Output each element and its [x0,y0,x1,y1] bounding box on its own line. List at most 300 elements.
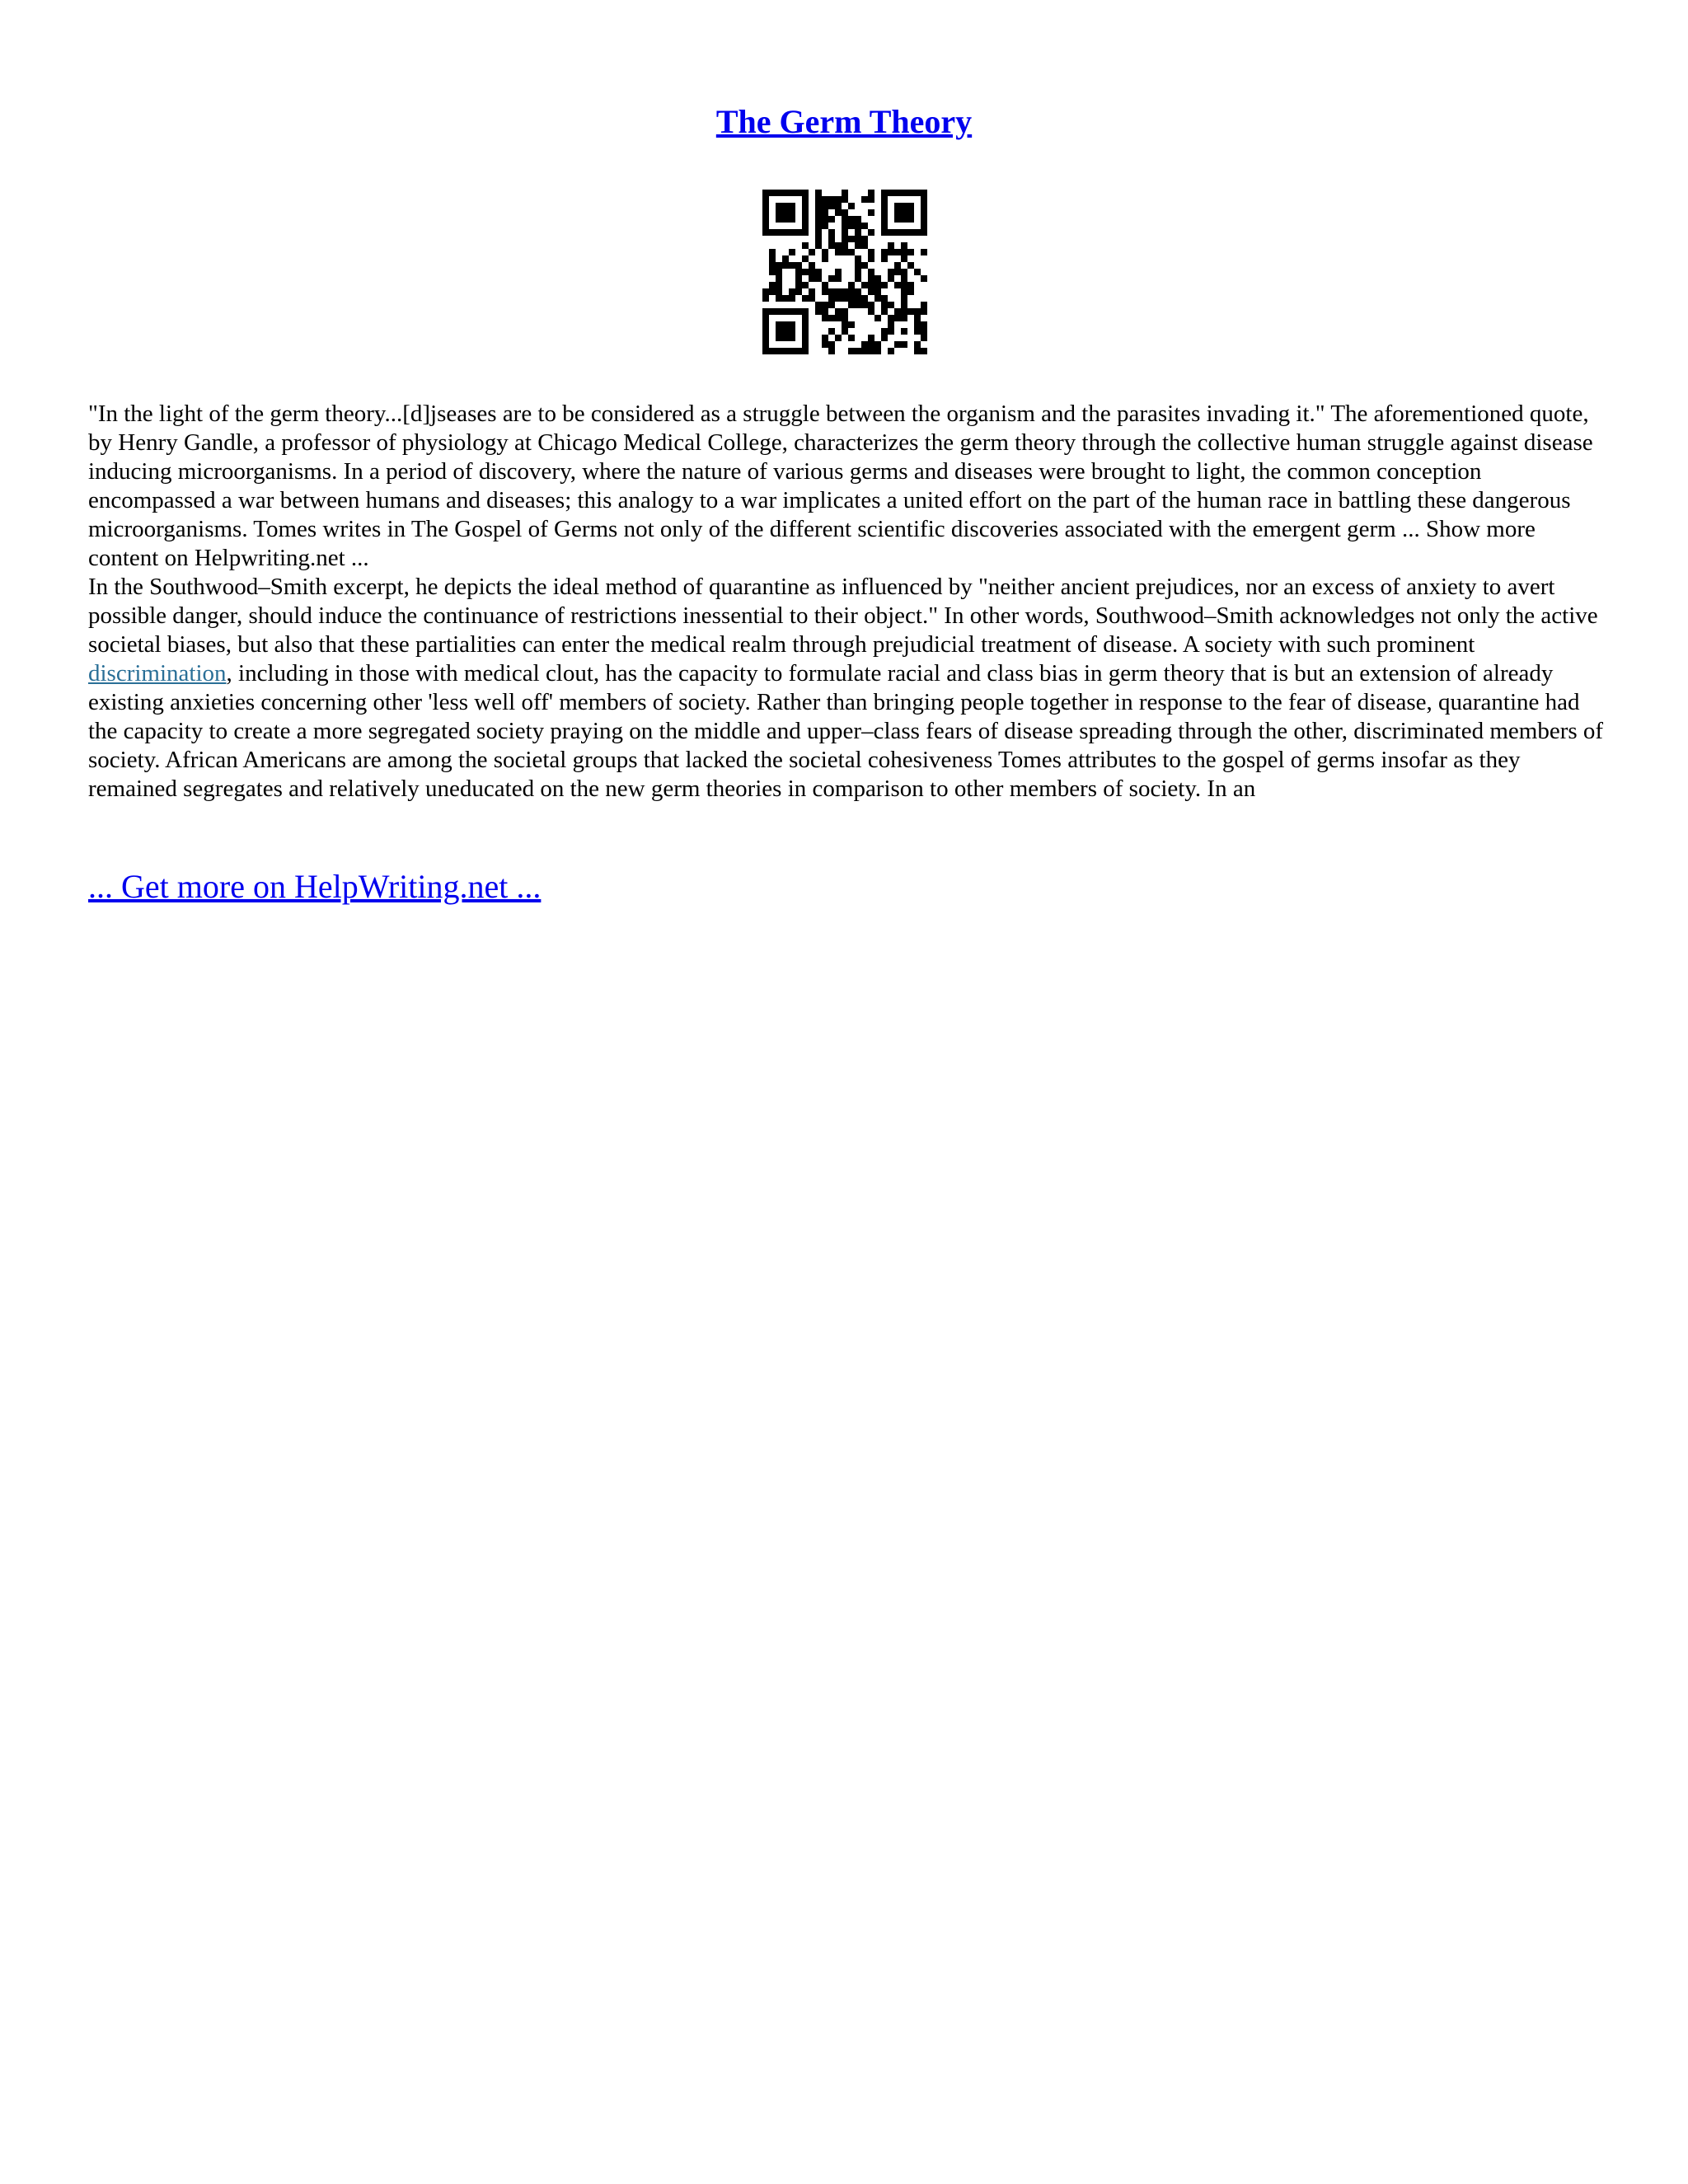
qr-module [861,282,868,288]
qr-module [815,190,822,196]
qr-module [848,348,855,354]
qr-module [901,190,907,196]
qr-module [842,288,848,295]
paragraph-2-end: , including in those with medical clout, has the capacity to formulate racial and class bias in germ theory that is but an extension of already existing anxieties concerning other 'less well off' members of society. Rather than bringing people together in response to the fear of disease, quarantine had the capacity to create a more segregated society praying on the middle and upper–class fears of disease spreading through the other, discriminated members of society. African Americans are among the societal groups that lacked the societal cohesiveness Tomes attributes to the gospel of germs insofar as they remained segregates and relatively uneducated on the new germ theories in comparison to other members of society. In an [88,660,1604,802]
qr-module [842,216,848,223]
qr-module [795,348,802,354]
qr-module [789,321,795,328]
qr-module [822,249,828,255]
qr-module [762,190,769,196]
qr-module [907,308,914,315]
qr-module [901,269,907,275]
qr-module [901,282,907,288]
qr-module [848,288,855,295]
qr-module [828,236,835,242]
qr-module [907,209,914,216]
qr-module [868,269,874,275]
qr-module [894,282,901,288]
qr-module [802,190,809,196]
paragraph-2 [88,573,1605,804]
qr-module [822,302,828,308]
qr-module [868,255,874,262]
qr-module [861,348,868,354]
qr-module [828,341,835,348]
qr-module [762,223,769,229]
qr-module [855,242,861,249]
qr-module [921,275,927,282]
qr-module [868,348,874,354]
qr-module [822,223,828,229]
qr-module [802,209,809,216]
qr-module [894,315,901,321]
qr-module [835,295,842,302]
qr-module [822,308,828,315]
qr-module [762,288,769,295]
qr-module [907,282,914,288]
qr-module [802,269,809,275]
qr-module [776,262,782,269]
qr-module [795,282,802,288]
qr-module [901,229,907,236]
qr-module [828,242,835,249]
qr-module [881,209,888,216]
qr-module [802,295,809,302]
qr-module [901,315,907,321]
qr-module [894,308,901,315]
qr-module [901,308,907,315]
qr-code-icon [762,190,927,354]
qr-module [901,242,907,249]
qr-module [795,275,802,282]
qr-module [881,328,888,335]
qr-module [828,216,835,223]
qr-module [835,209,842,216]
qr-module [868,282,874,288]
qr-module [901,216,907,223]
qr-module [769,255,776,262]
qr-module [914,269,921,275]
qr-module [861,262,868,269]
qr-module [921,229,927,236]
qr-module [894,262,901,269]
qr-module [762,209,769,216]
qr-module [874,288,881,295]
qr-module [828,315,835,321]
qr-module [762,341,769,348]
qr-module [907,262,914,269]
qr-module [782,229,789,236]
qr-module [907,216,914,223]
qr-module [848,282,855,288]
qr-module [776,209,782,216]
qr-module [815,269,822,275]
paragraph-1: "In the light of the germ theory...[d]jseases are to be considered as a struggle between the organism and the parasites invading it." The aforementioned quote, by Henry Gandle, a professor of physiology at Chicago Medical College, characterizes the germ theory through the collective human struggle against disease inducing microorganisms. In a period of discovery, where the nature of various germs and diseases were brought to light, the common conception encompassed a war between humans and diseases; this analogy to a war implicates a united effort on the part of the human race in battling these dangerous microorganisms. Tomes writes in The Gospel of Germs not only of the different scientific discoveries associated with the emergent germ ... Show more content on Helpwriting.net ... [88,401,1593,571]
qr-module [888,269,894,275]
qr-module [776,229,782,236]
get-more-link[interactable]: ... Get more on HelpWriting.net ... [88,868,542,905]
qr-module [848,216,855,223]
qr-module [795,308,802,315]
qr-module [762,308,769,315]
qr-module [888,242,894,249]
qr-module [894,229,901,236]
qr-module [881,302,888,308]
qr-module [782,216,789,223]
qr-module [888,229,894,236]
qr-module [815,302,822,308]
qr-module [789,229,795,236]
qr-module [762,328,769,335]
qr-module [776,321,782,328]
qr-module [789,190,795,196]
qr-module [776,282,782,288]
qr-module [769,269,776,275]
qr-module [802,308,809,315]
qr-module [802,321,809,328]
qr-module [822,255,828,262]
qr-module [776,190,782,196]
qr-module [921,348,927,354]
qr-module [855,262,861,269]
qr-module [776,335,782,341]
qr-module [881,229,888,236]
qr-module [874,282,881,288]
qr-module [815,196,822,203]
qr-module [894,341,901,348]
qr-module [822,196,828,203]
qr-module [789,262,795,269]
qr-module [776,348,782,354]
qr-module [914,348,921,354]
qr-module [769,308,776,315]
qr-module [868,335,874,341]
qr-module [855,348,861,354]
qr-module [842,236,848,242]
qr-module [868,209,874,216]
qr-module [881,203,888,209]
qr-module [828,295,835,302]
qr-module [842,229,848,236]
qr-module [921,328,927,335]
qr-module [762,321,769,328]
qr-module [861,223,868,229]
qr-module [776,295,782,302]
qr-module [802,203,809,209]
qr-module [776,275,782,282]
qr-module [901,295,907,302]
qr-module [782,190,789,196]
qr-module [802,242,809,249]
qr-module [868,275,874,282]
qr-module [848,335,855,341]
qr-module [855,216,861,223]
qr-module [809,288,815,295]
qr-module [921,196,927,203]
qr-module [868,190,874,196]
qr-module [855,255,861,262]
qr-module [776,308,782,315]
qr-module [868,196,874,203]
qr-module [901,255,907,262]
qr-module [868,341,874,348]
qr-module [835,335,842,341]
qr-module [802,348,809,354]
qr-module [888,249,894,255]
qr-module [914,341,921,348]
qr-module [848,236,855,242]
qr-module [914,308,921,315]
qr-module [769,190,776,196]
qr-module [881,308,888,315]
qr-module [842,209,848,216]
qr-module [782,262,789,269]
qr-module [848,302,855,308]
qr-module [822,209,828,216]
qr-module [881,190,888,196]
qr-module [842,249,848,255]
qr-module [914,315,921,321]
qr-module [848,223,855,229]
qr-module [921,223,927,229]
qr-module [881,216,888,223]
qr-module [769,288,776,295]
qr-module [842,190,848,196]
discrimination-link[interactable]: discrimination [88,660,227,687]
qr-module [894,203,901,209]
qr-module [802,315,809,321]
qr-module [782,335,789,341]
qr-module [894,269,901,275]
qr-module [789,335,795,341]
qr-module [762,348,769,354]
qr-module [894,216,901,223]
qr-module [921,190,927,196]
qr-module [835,308,842,315]
qr-module [795,229,802,236]
qr-module [815,236,822,242]
qr-module [782,328,789,335]
qr-module [894,190,901,196]
qr-module [809,262,815,269]
qr-module [888,315,894,321]
qr-module [861,236,868,242]
qr-module [762,335,769,341]
qr-module [842,328,848,335]
qr-module [828,203,835,209]
qr-module [848,203,855,209]
qr-module [789,288,795,295]
qr-module [822,341,828,348]
qr-module [868,302,874,308]
qr-module [769,348,776,354]
qr-module [762,229,769,236]
qr-module [802,255,809,262]
qr-module [842,223,848,229]
qr-module [848,249,855,255]
qr-module [789,295,795,302]
qr-module [789,209,795,216]
qr-module [769,282,776,288]
qr-module [881,249,888,255]
qr-module [901,203,907,209]
qr-module [901,249,907,255]
qr-module [855,275,861,282]
qr-module [848,295,855,302]
qr-module [802,282,809,288]
qr-module [835,288,842,295]
qr-module [828,328,835,335]
qr-module [789,216,795,223]
qr-module [874,295,881,302]
qr-module [868,249,874,255]
qr-module [802,341,809,348]
qr-module [782,295,789,302]
qr-module [828,196,835,203]
qr-module [809,295,815,302]
qr-module [855,236,861,242]
qr-module [802,335,809,341]
qr-module [782,209,789,216]
qr-module [815,223,822,229]
qr-module [907,229,914,236]
qr-module [881,196,888,203]
qr-module [842,196,848,203]
qr-module [815,275,822,282]
qr-module [822,335,828,341]
qr-module [762,315,769,321]
qr-module [907,288,914,295]
qr-module [795,190,802,196]
qr-module [776,288,782,295]
title-link[interactable]: The Germ Theory [715,103,973,140]
qr-module [921,308,927,315]
qr-module [776,269,782,275]
qr-module [888,190,894,196]
qr-module [861,302,868,308]
qr-module [888,302,894,308]
qr-module [914,321,921,328]
qr-module [868,288,874,295]
qr-module [828,288,835,295]
qr-module [776,216,782,223]
qr-module [762,203,769,209]
qr-module [835,315,842,321]
qr-module [921,302,927,308]
qr-module [776,203,782,209]
paragraph-2-start: In the Southwood–Smith excerpt, he depicts the ideal method of quarantine as influenced by "neither ancient prejudices, nor an excess of anxiety to avert possible danger, should induce the continuance of restrictions inessential to their object." In other words, Southwood–Smith acknowledges not only the active societal biases, but also that these partialities can enter the medical realm through prejudicial treatment of disease. A society with such prominent [88,574,1598,658]
qr-module [901,328,907,335]
qr-module [782,203,789,209]
qr-module [815,308,822,315]
qr-module [881,223,888,229]
qr-module [901,302,907,308]
qr-module [828,348,835,354]
qr-module [789,348,795,354]
qr-module [776,328,782,335]
qr-module [921,249,927,255]
qr-module [842,308,848,315]
qr-module [762,216,769,223]
qr-module [782,308,789,315]
qr-module [795,288,802,295]
qr-module [802,223,809,229]
qr-module [861,242,868,249]
qr-module [874,315,881,321]
qr-module [907,190,914,196]
qr-module [842,315,848,321]
qr-module [835,203,842,209]
qr-module [822,282,828,288]
qr-module [855,288,861,295]
qr-module [809,275,815,282]
qr-module [914,328,921,335]
qr-module [901,288,907,295]
qr-module [762,196,769,203]
qr-module [881,295,888,302]
qr-module [894,249,901,255]
qr-module [874,341,881,348]
qr-module [861,295,868,302]
qr-module [835,196,842,203]
qr-module [815,229,822,236]
qr-module [921,216,927,223]
qr-module [789,203,795,209]
qr-module [921,335,927,341]
qr-module [842,242,848,249]
qr-module [861,196,868,203]
qr-module [795,269,802,275]
qr-module [855,223,861,229]
qr-module [855,295,861,302]
qr-module [907,203,914,209]
qr-module [835,275,842,282]
qr-module [868,229,874,236]
qr-module [828,302,835,308]
qr-module [842,321,848,328]
qr-module [874,275,881,282]
qr-module [848,321,855,328]
article-body [88,400,1605,804]
qr-module [835,269,842,275]
qr-module [815,203,822,209]
qr-module [822,315,828,321]
qr-module [888,321,894,328]
qr-module [789,308,795,315]
qr-module [855,302,861,308]
qr-module [901,341,907,348]
qr-module [815,216,822,223]
qr-module [802,229,809,236]
qr-module [762,295,769,302]
qr-module [802,328,809,335]
qr-module [874,348,881,354]
page-title [0,97,1688,147]
qr-module [769,262,776,269]
qr-module [894,209,901,216]
qr-module [782,255,789,262]
qr-module [802,216,809,223]
qr-module [861,341,868,348]
qr-module [809,249,815,255]
qr-module [835,242,842,249]
qr-module [901,275,907,282]
qr-module [802,196,809,203]
qr-module [789,328,795,335]
qr-module [782,321,789,328]
qr-module [868,308,874,315]
qr-module [822,288,828,295]
qr-module [769,249,776,255]
